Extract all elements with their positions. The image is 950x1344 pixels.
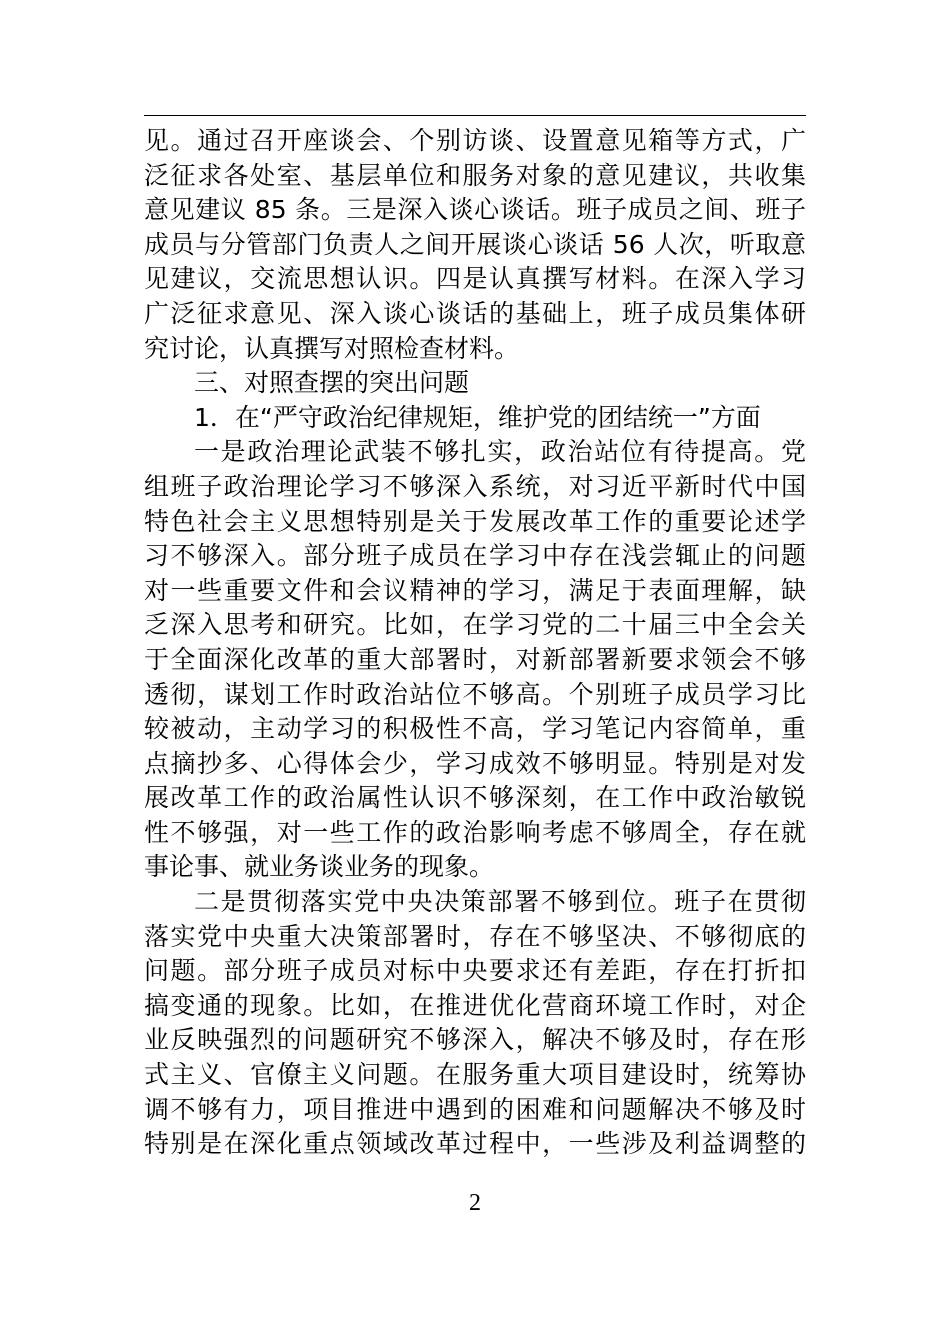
header-rule <box>144 115 806 116</box>
text-line: 二是贯彻落实党中央决策部署不够到位。班子在贯彻 <box>194 887 806 917</box>
text-line: 于全面深化改革的重大部署时，对新部署新要求领会不够 <box>144 644 806 674</box>
text-line: 成员与分管部门负责人之间开展谈心谈话 56 人次，听取意 <box>144 229 806 259</box>
text-line: 见建议，交流思想认识。四是认真撰写材料。在深入学习 <box>144 264 806 294</box>
text-line: 究讨论，认真撰写对照检查材料。 <box>144 333 520 363</box>
text-line: 落实党中央重大决策部署时，存在不够坚决、不够彻底的 <box>144 921 806 951</box>
text-line: 问题。部分班子成员对标中央要求还有差距，存在打折扣 <box>144 956 806 986</box>
text-line: 式主义、官僚主义问题。在服务重大项目建设时，统筹协 <box>144 1060 806 1090</box>
text-line: 三、对照查摆的突出问题 <box>194 368 470 398</box>
page-number: 2 <box>469 1190 481 1216</box>
text-line: 习不够深入。部分班子成员在学习中存在浅尝辄止的问题 <box>144 541 806 571</box>
text-line: 调不够有力，项目推进中遇到的困难和问题解决不够及时 <box>144 1094 806 1124</box>
text-line: 一是政治理论武装不够扎实，政治站位有待提高。党 <box>194 437 806 467</box>
text-line: 见。通过召开座谈会、个别访谈、设置意见箱等方式，广 <box>144 126 806 155</box>
text-line: 广泛征求意见、深入谈心谈话的基础上，班子成员集体研 <box>144 298 806 328</box>
text-line: 搞变通的现象。比如，在推进优化营商环境工作时，对企 <box>144 990 806 1020</box>
text-line: 组班子政治理论学习不够深入系统，对习近平新时代中国 <box>144 471 806 501</box>
text-line: 1．在“严守政治纪律规矩，维护党的团结统一”方面 <box>194 402 761 432</box>
body-text <box>144 124 806 1162</box>
text-line: 泛征求各处室、基层单位和服务对象的意见建议，共收集 <box>144 160 806 190</box>
text-line: 业反映强烈的问题研究不够深入，解决不够及时，存在形 <box>144 1025 806 1055</box>
text-line: 对一些重要文件和会议精神的学习，满足于表面理解，缺 <box>144 575 806 605</box>
text-line: 性不够强，对一些工作的政治影响考虑不够周全，存在就 <box>144 817 806 847</box>
text-line: 乏深入思考和研究。比如，在学习党的二十届三中全会关 <box>144 610 806 640</box>
text-line: 特别是在深化重点领域改革过程中，一些涉及利益调整的 <box>144 1129 806 1159</box>
text-line: 特色社会主义思想特别是关于发展改革工作的重要论述学 <box>144 506 806 536</box>
text-line: 意见建议 85 条。三是深入谈心谈话。班子成员之间、班子 <box>144 195 806 225</box>
text-line: 较被动，主动学习的积极性不高，学习笔记内容简单，重 <box>144 714 806 744</box>
text-line: 事论事、就业务谈业务的现象。 <box>144 852 495 882</box>
text-line: 展改革工作的政治属性认识不够深刻，在工作中政治敏锐 <box>144 783 806 813</box>
text-line: 点摘抄多、心得体会少，学习成效不够明显。特别是对发 <box>144 748 806 778</box>
text-line: 透彻，谋划工作时政治站位不够高。个别班子成员学习比 <box>144 679 806 709</box>
